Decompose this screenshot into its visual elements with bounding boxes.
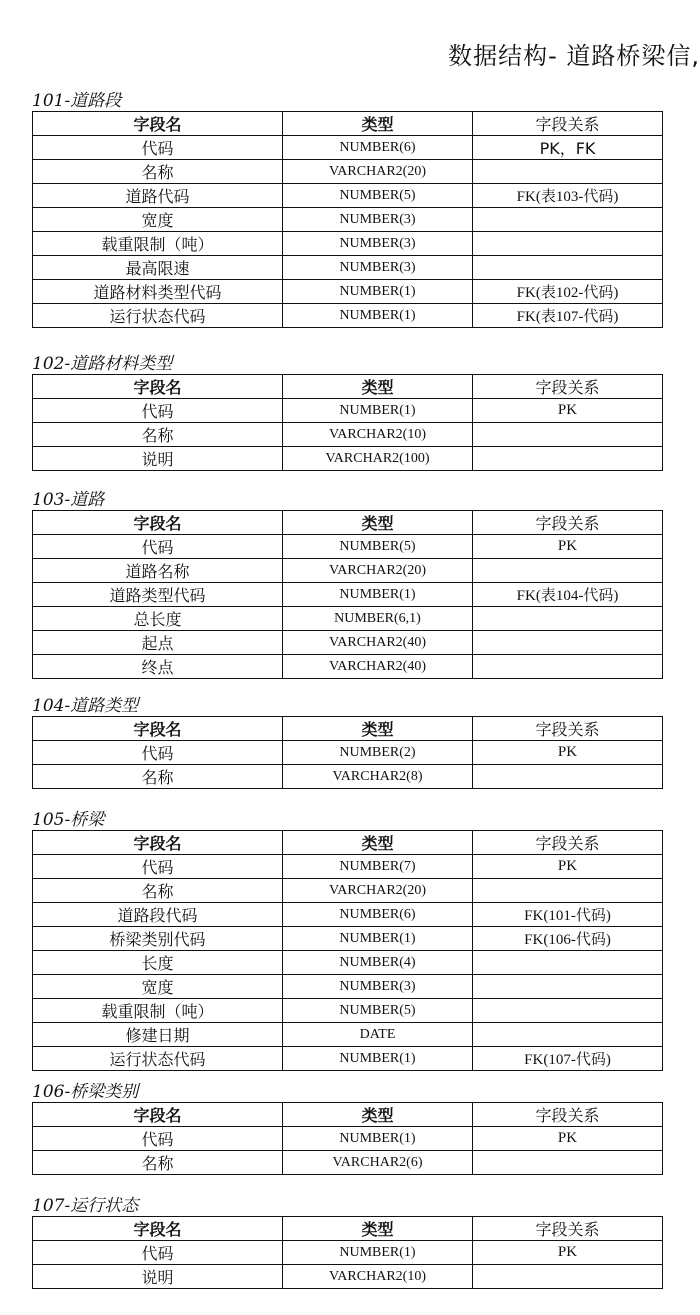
table-row (33, 535, 663, 559)
cell-type: VARCHAR2(100) (283, 447, 473, 471)
table-header-row (33, 112, 663, 136)
field-table (32, 111, 663, 328)
table-row (33, 927, 663, 951)
cell-relation (473, 447, 663, 471)
cell-relation: PK (473, 535, 663, 559)
cell-type: VARCHAR2(8) (283, 765, 473, 789)
header-field-name: 字段名 (33, 1103, 283, 1127)
table-section (32, 487, 662, 679)
table-row (33, 903, 663, 927)
cell-field-name: 宽度 (33, 975, 283, 999)
table-row (33, 879, 663, 903)
cell-type: NUMBER(1) (283, 1241, 473, 1265)
table-row (33, 1151, 663, 1175)
cell-type: VARCHAR2(40) (283, 655, 473, 679)
cell-field-name: 代码 (33, 535, 283, 559)
field-table (32, 1216, 663, 1289)
table-row (33, 1023, 663, 1047)
table-row (33, 280, 663, 304)
table-section (32, 1079, 662, 1175)
cell-type: NUMBER(3) (283, 975, 473, 999)
cell-relation (473, 765, 663, 789)
header-relation: 字段关系 (473, 831, 663, 855)
table-caption: 104-道路类型 (32, 696, 139, 716)
cell-type: VARCHAR2(20) (283, 160, 473, 184)
table-header-row (33, 1103, 663, 1127)
cell-relation: FK(表104-代码) (473, 583, 663, 607)
cell-relation (473, 999, 663, 1023)
document-title: 数据结构- 道路桥梁信, (448, 42, 700, 70)
cell-field-name: 代码 (33, 1241, 283, 1265)
cell-relation (473, 879, 663, 903)
cell-relation: PK (473, 1127, 663, 1151)
table-caption: 102-道路材料类型 (32, 354, 173, 374)
header-field-name: 字段名 (33, 717, 283, 741)
header-type: 类型 (283, 717, 473, 741)
header-type: 类型 (283, 375, 473, 399)
field-table (32, 510, 663, 679)
table-row (33, 951, 663, 975)
cell-field-name: 运行状态代码 (33, 304, 283, 328)
header-type: 类型 (283, 1217, 473, 1241)
cell-relation (473, 655, 663, 679)
table-section (32, 1193, 662, 1289)
table-row (33, 399, 663, 423)
cell-relation: FK(表103-代码) (473, 184, 663, 208)
cell-type: NUMBER(6) (283, 136, 473, 160)
cell-relation: PK，FK (473, 136, 663, 160)
table-row (33, 1047, 663, 1071)
table-row (33, 447, 663, 471)
cell-relation (473, 951, 663, 975)
cell-field-name: 总长度 (33, 607, 283, 631)
cell-relation (473, 1265, 663, 1289)
table-row (33, 208, 663, 232)
table-caption: 105-桥梁 (32, 810, 105, 830)
table-section (32, 88, 662, 328)
cell-field-name: 名称 (33, 160, 283, 184)
cell-relation: PK (473, 741, 663, 765)
header-relation: 字段关系 (473, 375, 663, 399)
header-relation: 字段关系 (473, 717, 663, 741)
cell-field-name: 代码 (33, 399, 283, 423)
cell-relation (473, 160, 663, 184)
cell-type: NUMBER(3) (283, 256, 473, 280)
header-field-name: 字段名 (33, 375, 283, 399)
cell-relation (473, 232, 663, 256)
header-type: 类型 (283, 831, 473, 855)
table-section (32, 693, 662, 789)
table-row (33, 741, 663, 765)
table-row (33, 855, 663, 879)
header-type: 类型 (283, 112, 473, 136)
table-header-row (33, 375, 663, 399)
table-row (33, 655, 663, 679)
cell-relation (473, 559, 663, 583)
cell-type: DATE (283, 1023, 473, 1047)
table-row (33, 1241, 663, 1265)
cell-field-name: 说明 (33, 1265, 283, 1289)
cell-field-name: 终点 (33, 655, 283, 679)
header-field-name: 字段名 (33, 511, 283, 535)
cell-type: VARCHAR2(10) (283, 1265, 473, 1289)
cell-field-name: 道路代码 (33, 184, 283, 208)
table-section (32, 807, 662, 1071)
cell-field-name: 长度 (33, 951, 283, 975)
table-row (33, 232, 663, 256)
field-table (32, 1102, 663, 1175)
field-table (32, 374, 663, 471)
field-table (32, 830, 663, 1071)
header-field-name: 字段名 (33, 112, 283, 136)
table-row (33, 184, 663, 208)
cell-field-name: 道路段代码 (33, 903, 283, 927)
cell-field-name: 修建日期 (33, 1023, 283, 1047)
field-table (32, 716, 663, 789)
cell-relation (473, 423, 663, 447)
cell-type: NUMBER(1) (283, 1047, 473, 1071)
cell-relation (473, 1023, 663, 1047)
table-header-row (33, 831, 663, 855)
cell-field-name: 代码 (33, 741, 283, 765)
table-row (33, 160, 663, 184)
cell-relation: FK(101-代码) (473, 903, 663, 927)
table-header-row (33, 511, 663, 535)
cell-type: NUMBER(4) (283, 951, 473, 975)
header-relation: 字段关系 (473, 1217, 663, 1241)
table-row (33, 765, 663, 789)
cell-type: NUMBER(2) (283, 741, 473, 765)
table-caption: 107-运行状态 (32, 1196, 139, 1216)
cell-field-name: 道路名称 (33, 559, 283, 583)
header-type: 类型 (283, 1103, 473, 1127)
cell-field-name: 代码 (33, 1127, 283, 1151)
cell-type: NUMBER(1) (283, 583, 473, 607)
cell-relation (473, 607, 663, 631)
header-type: 类型 (283, 511, 473, 535)
cell-type: NUMBER(6,1) (283, 607, 473, 631)
table-row (33, 999, 663, 1023)
table-row (33, 1265, 663, 1289)
table-caption: 106-桥梁类别 (32, 1082, 139, 1102)
table-row (33, 136, 663, 160)
table-row (33, 304, 663, 328)
cell-type: VARCHAR2(10) (283, 423, 473, 447)
cell-field-name: 道路类型代码 (33, 583, 283, 607)
cell-relation (473, 208, 663, 232)
cell-relation: FK(表107-代码) (473, 304, 663, 328)
header-relation: 字段关系 (473, 112, 663, 136)
cell-relation: FK(106-代码) (473, 927, 663, 951)
cell-relation (473, 1151, 663, 1175)
cell-field-name: 代码 (33, 855, 283, 879)
cell-relation (473, 256, 663, 280)
cell-type: NUMBER(1) (283, 304, 473, 328)
table-header-row (33, 1217, 663, 1241)
cell-relation: PK (473, 1241, 663, 1265)
cell-field-name: 名称 (33, 879, 283, 903)
cell-type: NUMBER(5) (283, 184, 473, 208)
cell-relation (473, 631, 663, 655)
table-section (32, 351, 662, 471)
table-row (33, 975, 663, 999)
cell-type: NUMBER(7) (283, 855, 473, 879)
cell-field-name: 载重限制（吨） (33, 999, 283, 1023)
cell-type: NUMBER(3) (283, 208, 473, 232)
table-row (33, 607, 663, 631)
cell-type: VARCHAR2(40) (283, 631, 473, 655)
cell-relation: PK (473, 399, 663, 423)
table-header-row (33, 717, 663, 741)
cell-field-name: 运行状态代码 (33, 1047, 283, 1071)
cell-relation: FK(表102-代码) (473, 280, 663, 304)
cell-type: NUMBER(3) (283, 232, 473, 256)
table-caption: 103-道路 (32, 490, 105, 510)
header-field-name: 字段名 (33, 1217, 283, 1241)
cell-relation: FK(107-代码) (473, 1047, 663, 1071)
table-row (33, 1127, 663, 1151)
table-row (33, 631, 663, 655)
header-relation: 字段关系 (473, 511, 663, 535)
header-relation: 字段关系 (473, 1103, 663, 1127)
cell-field-name: 桥梁类别代码 (33, 927, 283, 951)
table-row (33, 559, 663, 583)
cell-field-name: 起点 (33, 631, 283, 655)
cell-type: NUMBER(1) (283, 399, 473, 423)
cell-field-name: 代码 (33, 136, 283, 160)
cell-field-name: 名称 (33, 765, 283, 789)
cell-type: NUMBER(1) (283, 280, 473, 304)
cell-field-name: 说明 (33, 447, 283, 471)
cell-field-name: 最高限速 (33, 256, 283, 280)
header-field-name: 字段名 (33, 831, 283, 855)
table-row (33, 583, 663, 607)
cell-field-name: 名称 (33, 423, 283, 447)
cell-field-name: 道路材料类型代码 (33, 280, 283, 304)
cell-relation (473, 975, 663, 999)
table-caption: 101-道路段 (32, 91, 122, 111)
table-row (33, 423, 663, 447)
cell-field-name: 载重限制（吨） (33, 232, 283, 256)
cell-type: NUMBER(5) (283, 999, 473, 1023)
cell-type: VARCHAR2(20) (283, 559, 473, 583)
cell-relation: PK (473, 855, 663, 879)
table-row (33, 256, 663, 280)
cell-type: NUMBER(1) (283, 1127, 473, 1151)
cell-field-name: 名称 (33, 1151, 283, 1175)
cell-type: NUMBER(1) (283, 927, 473, 951)
cell-type: VARCHAR2(6) (283, 1151, 473, 1175)
cell-field-name: 宽度 (33, 208, 283, 232)
cell-type: VARCHAR2(20) (283, 879, 473, 903)
cell-type: NUMBER(6) (283, 903, 473, 927)
cell-type: NUMBER(5) (283, 535, 473, 559)
